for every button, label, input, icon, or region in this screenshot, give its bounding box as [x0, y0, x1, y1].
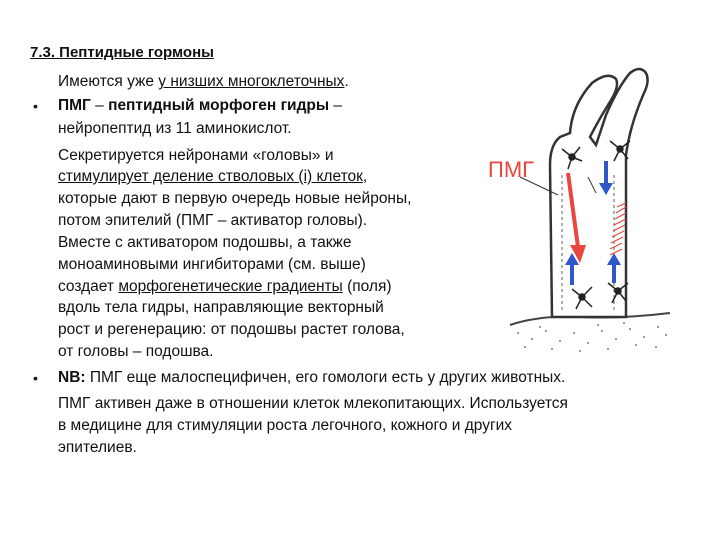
hydra-body-outline [550, 69, 648, 317]
text-line-8: Вместе с активатором подошвы, а также [58, 234, 352, 251]
pmg-label: ПМГ [488, 157, 535, 182]
slide-title: 7.3. Пептидные гормоны [30, 44, 214, 61]
text-line-13: от головы – подошва. [58, 343, 214, 360]
substrate [510, 313, 670, 352]
text-line-2: ПМГ – пептидный морфоген гидры – [58, 97, 343, 114]
text-line-10: создает морфогенетические градиенты (поля) [58, 278, 392, 295]
text-line-5: стимулирует деление стволовых (i) клеток, [58, 168, 368, 185]
text-line-9: моноаминовыми ингибиторами (см. выше) [58, 256, 366, 273]
bullet-1: • [33, 98, 38, 114]
nb-line-1: NB: ПМГ еще малоспецифичен, его гомологи есть у других животных. [58, 369, 566, 386]
nb-line-2: ПМГ активен даже в отношении клеток млекопитающих. Используется [58, 395, 568, 412]
nb-line-4: эпителиев. [58, 439, 137, 456]
text-line-7: потом эпителий (ПМГ – активатор головы). [58, 212, 368, 229]
text-line-1: Имеются уже у низших многоклеточных. [58, 73, 349, 90]
text-line-12: рост и регенерацию: от подошвы растет голова, [58, 321, 405, 338]
nb-line-3: в медицине для стимуляции роста легочного, кожного и других [58, 417, 513, 434]
bullet-2: • [33, 370, 38, 386]
hydra-figure [480, 65, 690, 365]
text-line-4: Секретируется нейронами «головы» и [58, 147, 334, 164]
text-line-11: вдоль тела гидры, направляющие векторный [58, 299, 384, 316]
text-line-3: нейропептид из 11 аминокислот. [58, 120, 292, 137]
text-line-6: которые дают в первую очередь новые нейроны, [58, 190, 412, 207]
